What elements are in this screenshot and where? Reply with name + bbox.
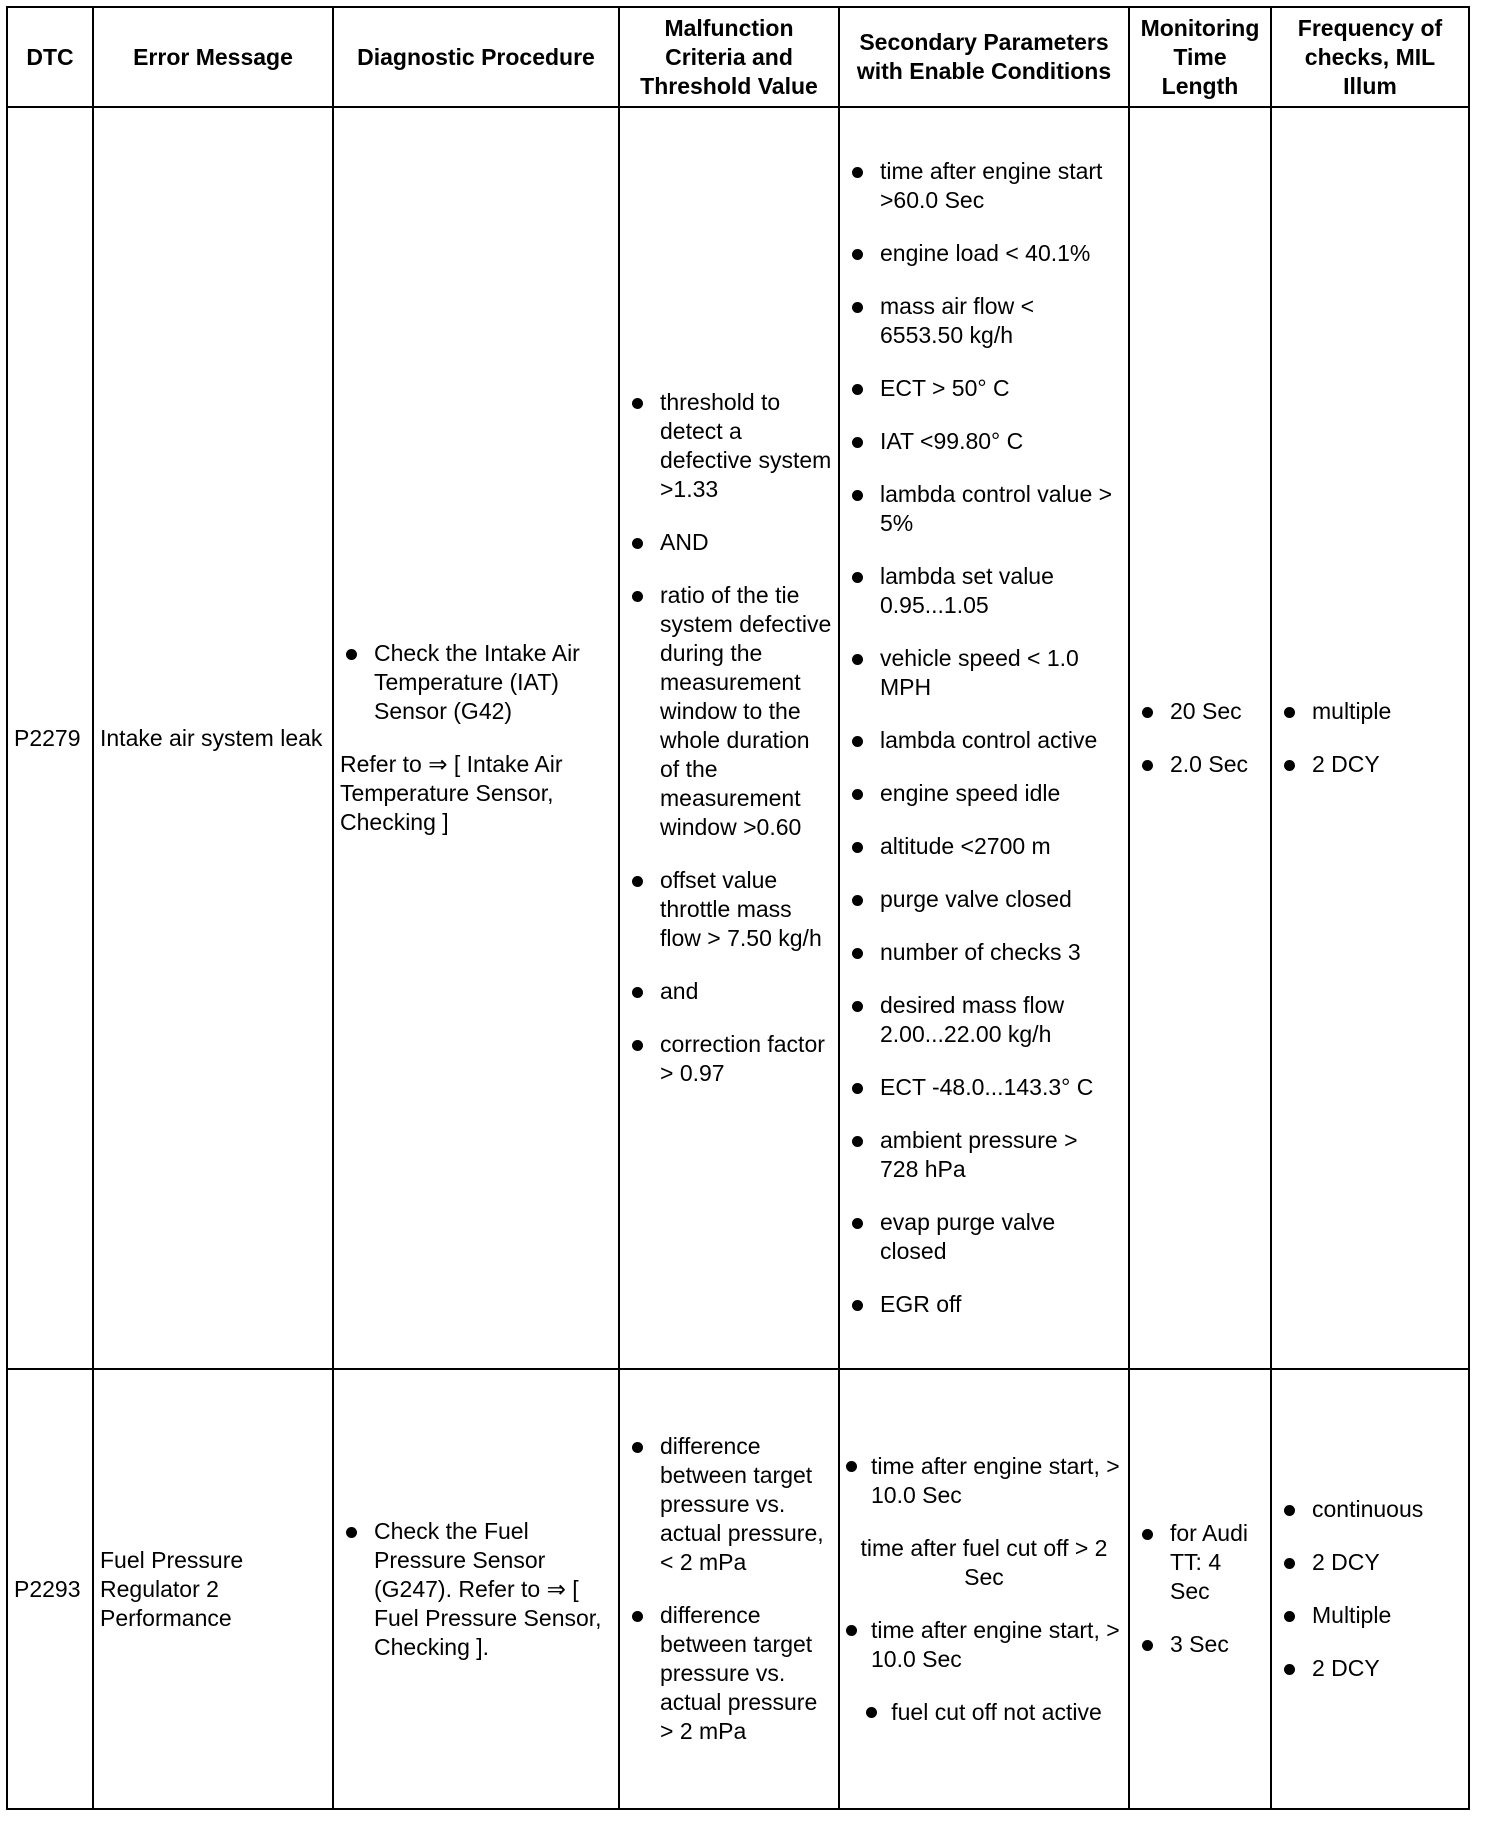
bullet-icon xyxy=(846,1461,857,1472)
list-item xyxy=(846,938,1122,967)
list-item xyxy=(1136,750,1264,779)
procedure-list xyxy=(340,1517,612,1662)
bullet-icon xyxy=(852,1218,863,1229)
list-item xyxy=(846,779,1122,808)
bullet-icon xyxy=(632,1611,643,1622)
malfunction-list xyxy=(626,388,832,1088)
header-frequency: Frequency of checks, MIL Illum xyxy=(1271,7,1469,107)
list-item xyxy=(846,374,1122,403)
list-item-text: desired mass flow 2.00...22.00 kg/h xyxy=(880,992,1065,1047)
list-item-text: correction factor > 0.97 xyxy=(660,1031,825,1086)
list-item-text: number of checks 3 xyxy=(880,939,1081,965)
list-item xyxy=(846,239,1122,268)
error-message: Fuel Pressure Regulator 2 Performance xyxy=(93,1369,333,1809)
list-item xyxy=(846,1698,1122,1727)
dtc-code: P2293 xyxy=(7,1369,93,1809)
list-item xyxy=(1278,1601,1462,1630)
header-secondary-parameters: Secondary Parameters with Enable Conditions xyxy=(839,7,1129,107)
bullet-icon xyxy=(1284,1664,1295,1675)
list-item xyxy=(1136,1630,1264,1659)
list-item xyxy=(846,991,1122,1049)
list-item-text: difference between target pressure vs. actual pressure > 2 mPa xyxy=(660,1602,818,1744)
list-item-text: ECT -48.0...143.3° C xyxy=(880,1074,1094,1100)
list-item-text: ratio of the tie system defective during the measurement window to the whole duration of the measurement window >0.60 xyxy=(660,582,832,840)
bullet-icon xyxy=(1142,760,1153,771)
list-item-text: vehicle speed < 1.0 MPH xyxy=(880,645,1079,700)
bullet-icon xyxy=(852,789,863,800)
list-item-text: offset value throttle mass flow > 7.50 kg/h xyxy=(660,867,822,951)
bullet-icon xyxy=(346,649,357,660)
malfunction-criteria xyxy=(619,107,839,1369)
list-item-text: fuel cut off not active xyxy=(891,1698,1102,1725)
bullet-icon xyxy=(346,1527,357,1538)
list-item-text: 2 DCY xyxy=(1312,1655,1380,1681)
list-item xyxy=(846,1208,1122,1266)
header-diagnostic-procedure: Diagnostic Procedure xyxy=(333,7,619,107)
list-item xyxy=(626,1030,832,1088)
list-item xyxy=(846,1616,1122,1674)
list-item-text: for Audi TT: 4 Sec xyxy=(1170,1520,1248,1604)
frequency xyxy=(1271,107,1469,1369)
procedure-note: Refer to ⇒ [ Intake Air Temperature Sensor, Checking ] xyxy=(340,751,563,835)
list-item xyxy=(846,832,1122,861)
bullet-icon xyxy=(632,987,643,998)
list-item xyxy=(340,1517,612,1662)
bullet-icon xyxy=(852,948,863,959)
list-item xyxy=(846,480,1122,538)
list-item xyxy=(1278,697,1462,726)
list-item xyxy=(1278,750,1462,779)
procedure-step: Check the Fuel Pressure Sensor (G247). Refer to ⇒ [ Fuel Pressure Sensor, Checking ]. xyxy=(374,1517,602,1660)
list-item xyxy=(846,1073,1122,1102)
monitoring-time xyxy=(1129,1369,1271,1809)
list-item-text: mass air flow < 6553.50 kg/h xyxy=(880,293,1035,348)
list-item-text: 3 Sec xyxy=(1170,1631,1229,1657)
secondary-list xyxy=(846,1452,1122,1727)
list-item xyxy=(1278,1654,1462,1683)
list-item xyxy=(626,1601,832,1746)
header-malfunction-criteria: Malfunction Criteria and Threshold Value xyxy=(619,7,839,107)
list-item-text: AND xyxy=(660,529,709,555)
diagnostic-procedure xyxy=(333,107,619,1369)
bullet-icon xyxy=(1142,1640,1153,1651)
bullet-icon xyxy=(1284,1558,1295,1569)
list-item-text: difference between target pressure vs. actual pressure, < 2 mPa xyxy=(660,1433,824,1575)
header-monitoring-time: Monitoring Time Length xyxy=(1129,7,1271,107)
list-item-text: IAT <99.80° C xyxy=(880,428,1024,454)
table-row xyxy=(7,1369,1469,1809)
bullet-icon xyxy=(852,1001,863,1012)
dtc-code: P2279 xyxy=(7,107,93,1369)
malfunction-criteria xyxy=(619,1369,839,1809)
list-item xyxy=(340,639,612,726)
bullet-icon xyxy=(1284,760,1295,771)
list-item xyxy=(1136,697,1264,726)
list-item-text: 2.0 Sec xyxy=(1170,751,1248,777)
bullet-icon xyxy=(852,1300,863,1311)
bullet-icon xyxy=(852,1083,863,1094)
list-item xyxy=(1136,1519,1264,1606)
list-item-text: evap purge valve closed xyxy=(880,1209,1056,1264)
list-item-text: ambient pressure > 728 hPa xyxy=(880,1127,1078,1182)
list-item-text: threshold to detect a defective system >1.33 xyxy=(660,389,832,502)
dtc-table xyxy=(6,6,1470,1810)
bullet-icon xyxy=(1142,1529,1153,1540)
list-item-text: lambda control active xyxy=(880,727,1098,753)
bullet-icon xyxy=(632,591,643,602)
bullet-icon xyxy=(632,538,643,549)
procedure-list xyxy=(340,639,612,726)
monitoring-list xyxy=(1136,697,1264,779)
list-item xyxy=(626,866,832,953)
list-item-text: engine load < 40.1% xyxy=(880,240,1091,266)
secondary-parameters xyxy=(839,107,1129,1369)
frequency-list xyxy=(1278,1495,1462,1683)
diagnostic-procedure xyxy=(333,1369,619,1809)
bullet-icon xyxy=(852,437,863,448)
bullet-icon xyxy=(632,1442,643,1453)
list-item xyxy=(846,1126,1122,1184)
bullet-icon xyxy=(632,876,643,887)
secondary-parameters xyxy=(839,1369,1129,1809)
bullet-icon xyxy=(852,490,863,501)
list-item-text: engine speed idle xyxy=(880,780,1061,806)
list-item-text: lambda control value > 5% xyxy=(880,481,1113,536)
list-item-text: lambda set value 0.95...1.05 xyxy=(880,563,1054,618)
list-item-text: 2 DCY xyxy=(1312,1549,1380,1575)
list-item xyxy=(1278,1548,1462,1577)
list-item xyxy=(846,1534,1122,1592)
list-item xyxy=(626,528,832,557)
malfunction-list xyxy=(626,1432,832,1746)
bullet-icon xyxy=(852,167,863,178)
table-row xyxy=(7,107,1469,1369)
bullet-icon xyxy=(846,1625,857,1636)
bullet-icon xyxy=(852,842,863,853)
list-item xyxy=(846,726,1122,755)
header-row xyxy=(7,7,1469,107)
bullet-icon xyxy=(1284,1611,1295,1622)
bullet-icon xyxy=(852,249,863,260)
list-item xyxy=(846,292,1122,350)
bullet-icon xyxy=(866,1707,877,1718)
bullet-icon xyxy=(1284,707,1295,718)
monitoring-list xyxy=(1136,1519,1264,1659)
list-item-text: time after fuel cut off > 2 Sec xyxy=(860,1534,1108,1590)
list-item xyxy=(626,581,832,842)
bullet-icon xyxy=(632,398,643,409)
list-item-text: time after engine start, > 10.0 Sec xyxy=(871,1616,1120,1672)
frequency-list xyxy=(1278,697,1462,779)
bullet-icon xyxy=(852,1136,863,1147)
procedure-step: Check the Intake Air Temperature (IAT) Sensor (G42) xyxy=(374,640,580,724)
header-error-message: Error Message xyxy=(93,7,333,107)
list-item xyxy=(846,644,1122,702)
list-item-text: time after engine start >60.0 Sec xyxy=(880,158,1103,213)
list-item-text: continuous xyxy=(1312,1496,1424,1522)
list-item-text: ECT > 50° C xyxy=(880,375,1010,401)
list-item xyxy=(846,427,1122,456)
list-item-text: purge valve closed xyxy=(880,886,1072,912)
list-item-text: multiple xyxy=(1312,698,1392,724)
bullet-icon xyxy=(632,1040,643,1051)
bullet-icon xyxy=(1284,1505,1295,1516)
secondary-list xyxy=(846,157,1122,1319)
list-item-text: Multiple xyxy=(1312,1602,1392,1628)
list-item xyxy=(626,1432,832,1577)
bullet-icon xyxy=(852,895,863,906)
bullet-icon xyxy=(852,736,863,747)
bullet-icon xyxy=(852,572,863,583)
list-item-text: altitude <2700 m xyxy=(880,833,1051,859)
bullet-icon xyxy=(1142,707,1153,718)
list-item xyxy=(846,1452,1122,1510)
bullet-icon xyxy=(852,302,863,313)
header-dtc: DTC xyxy=(7,7,93,107)
list-item-text: 2 DCY xyxy=(1312,751,1380,777)
list-item xyxy=(846,157,1122,215)
list-item xyxy=(626,977,832,1006)
bullet-icon xyxy=(852,384,863,395)
list-item xyxy=(1278,1495,1462,1524)
bullet-icon xyxy=(852,654,863,665)
list-item xyxy=(846,1290,1122,1319)
list-item-text: EGR off xyxy=(880,1291,962,1317)
list-item-text: 20 Sec xyxy=(1170,698,1242,724)
error-message: Intake air system leak xyxy=(93,107,333,1369)
frequency xyxy=(1271,1369,1469,1809)
list-item xyxy=(846,562,1122,620)
list-item-text: and xyxy=(660,978,699,1004)
monitoring-time xyxy=(1129,107,1271,1369)
list-item xyxy=(626,388,832,504)
list-item xyxy=(846,885,1122,914)
list-item-text: time after engine start, > 10.0 Sec xyxy=(871,1452,1120,1508)
